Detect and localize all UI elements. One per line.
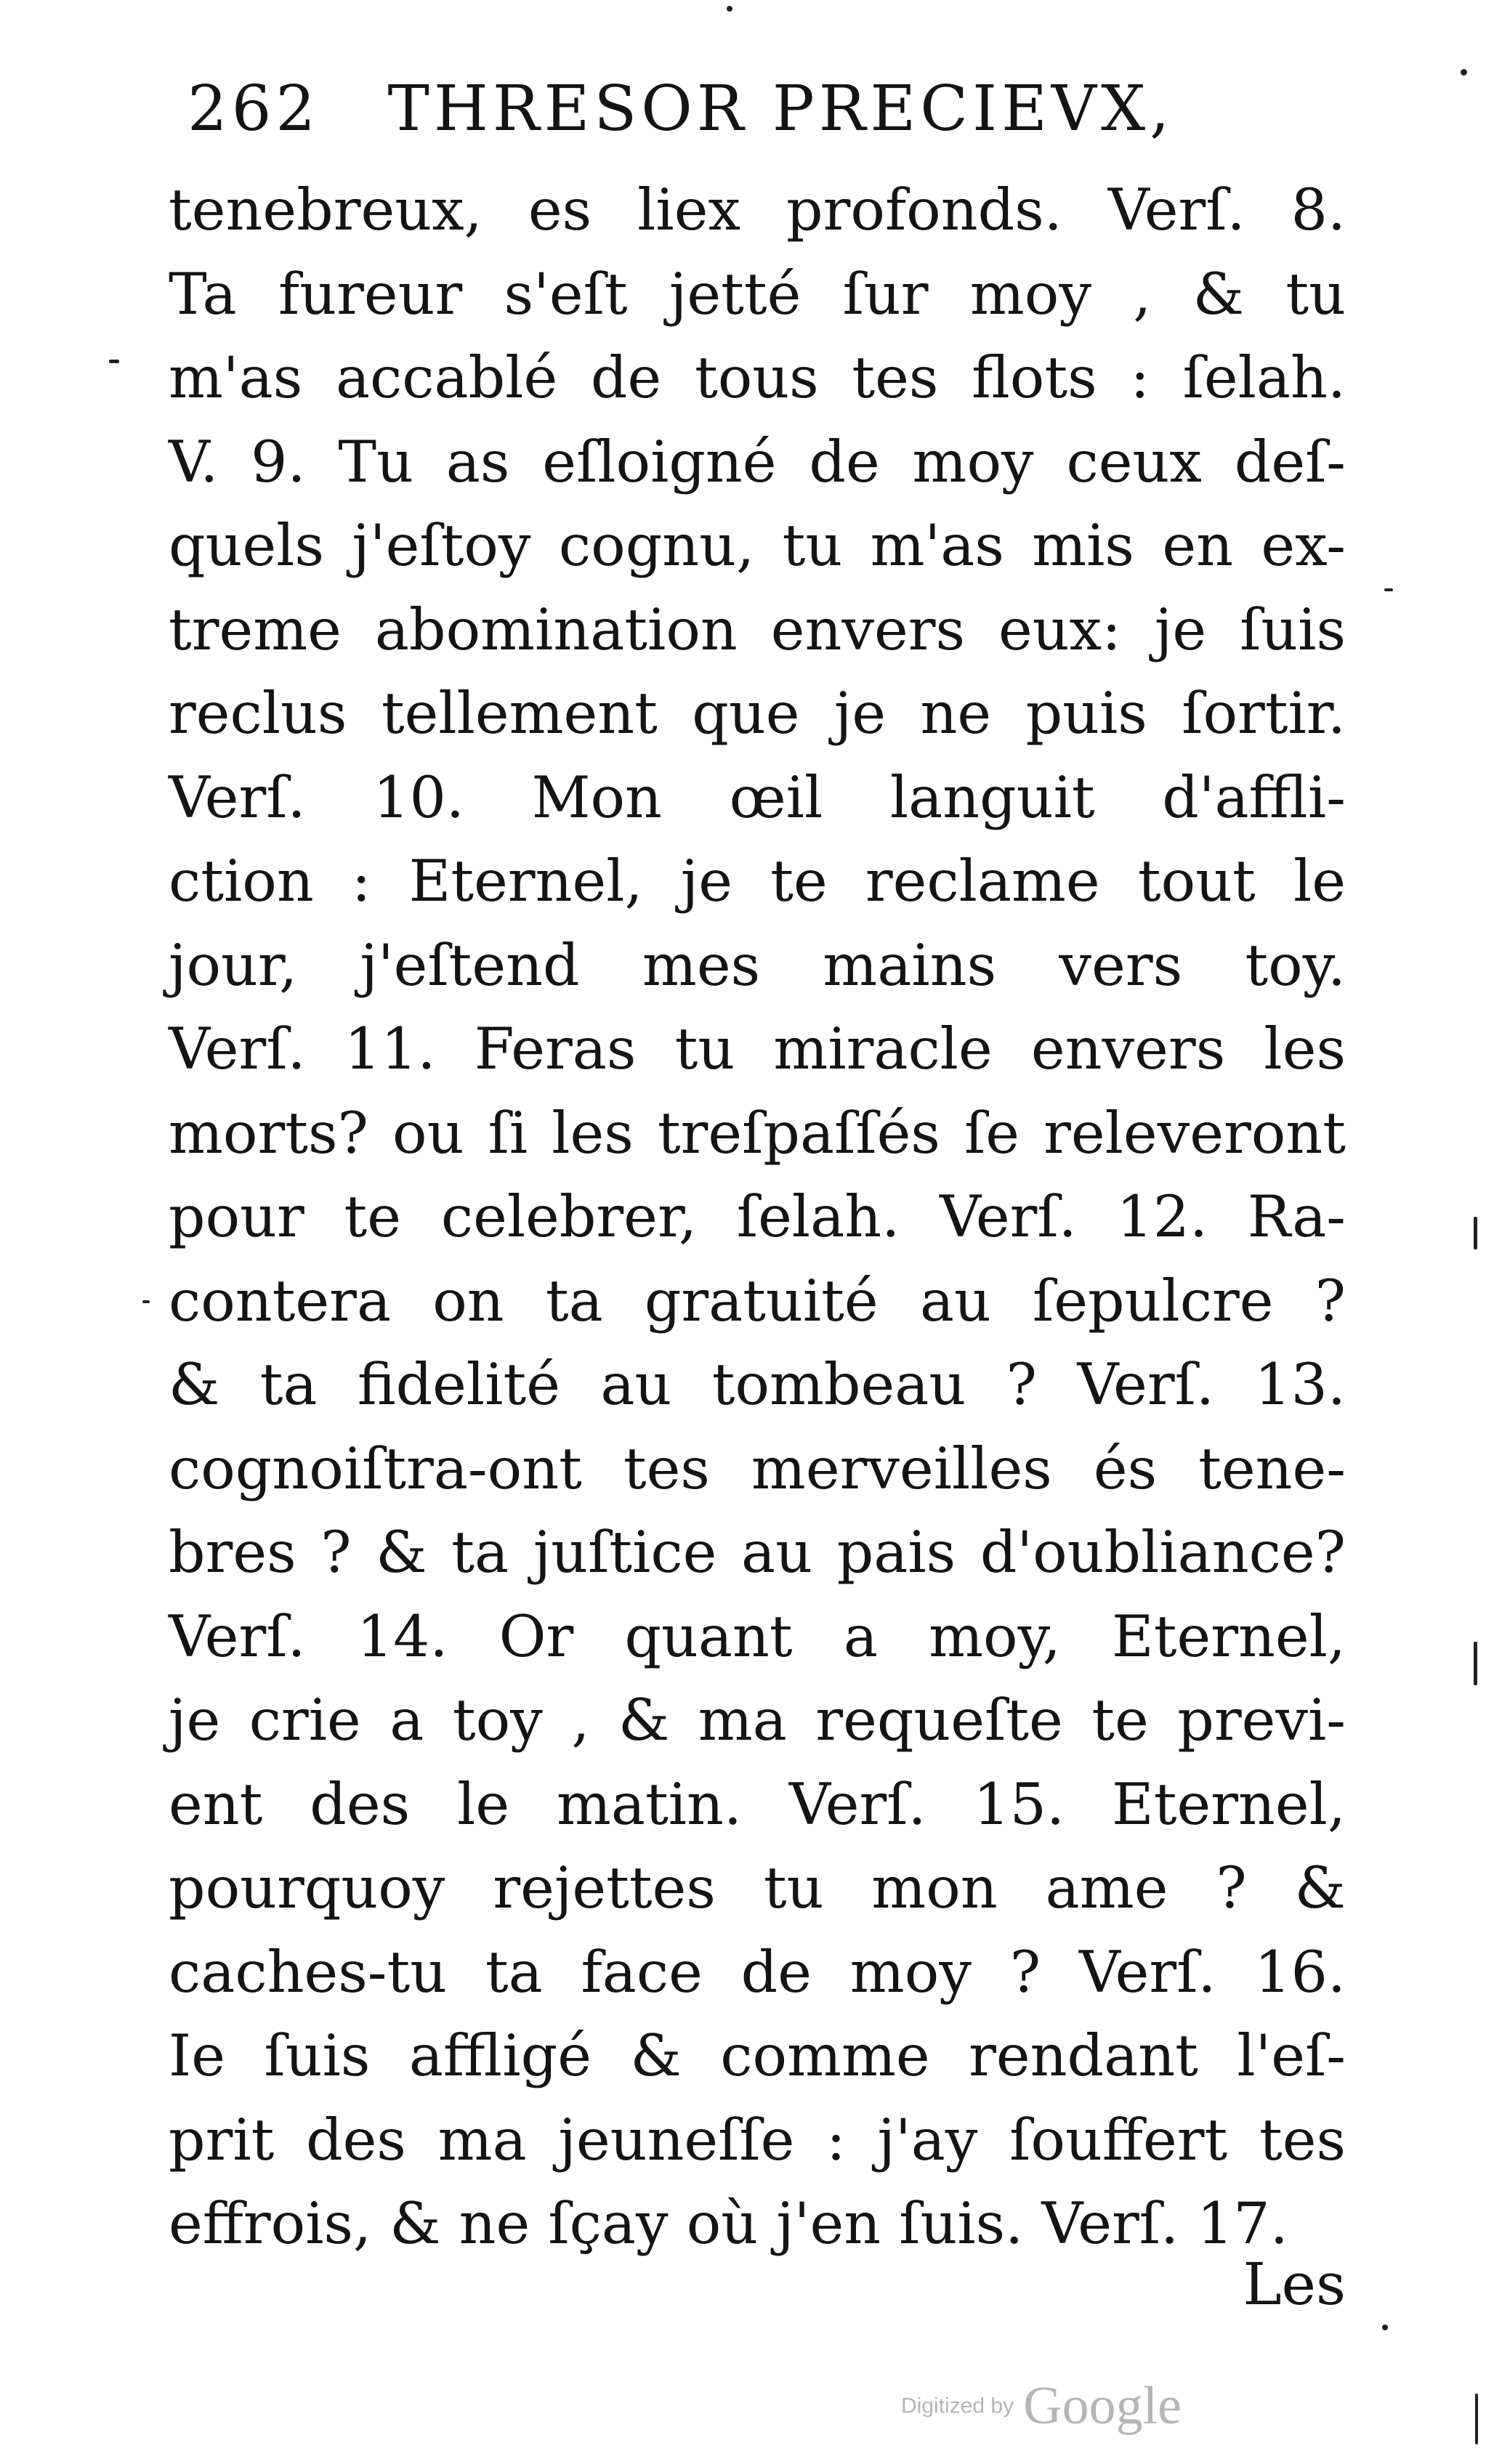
text-line: jour, j'eſtend mes mains vers toy. xyxy=(169,931,1346,999)
text-line: Ie ſuis affligé & comme rendant l'eſ- xyxy=(169,2022,1346,2089)
text-line: tenebreux, es liex profonds. Verſ. 8. xyxy=(169,177,1346,243)
text-line: morts? ou ſi les treſpaſſés ſe releveront xyxy=(169,1099,1346,1167)
text-line: ction : Eternel, je te reclame tout le xyxy=(169,848,1346,915)
text-line: reclus tellement que je ne puis ſortir. xyxy=(169,680,1346,747)
page-number: 262 xyxy=(187,73,320,145)
text-line: je crie a toy , & ma requeſte te previ- xyxy=(169,1687,1346,1754)
text-line: contera on ta gratuité au ſepulcre ? xyxy=(169,1267,1346,1334)
scan-speck xyxy=(727,6,732,12)
text-line: effrois, & ne ſçay où j'en ſuis. Verſ. 17. xyxy=(169,2190,1288,2257)
digitization-watermark xyxy=(901,2375,1264,2437)
scan-speck xyxy=(1461,69,1467,76)
body-text xyxy=(169,169,1346,2266)
scan-speck xyxy=(109,360,119,363)
text-line: Verſ. 10. Mon œil languit d'affli- xyxy=(169,763,1346,831)
scan-speck xyxy=(1474,1642,1477,1685)
text-line: Verſ. 11. Feras tu miracle envers les xyxy=(169,1016,1346,1082)
text-line: ent des le matin. Verſ. 15. Eternel, xyxy=(169,1770,1346,1838)
text-line: treme abomination envers eux: je ſuis xyxy=(169,596,1346,663)
digitized-by-label: Digitized by xyxy=(901,2394,1014,2418)
text-line: V. 9. Tu as eſloigné de moy ceux deſ- xyxy=(169,428,1346,495)
text-line: prit des ma jeuneſſe : j'ay ſouffert tes xyxy=(169,2106,1346,2173)
text-line: caches-tu ta face de moy ? Verſ. 16. xyxy=(169,1938,1346,2006)
text-line: m'as accablé de tous tes flots : ſelah. xyxy=(169,344,1346,411)
text-line: bres ? & ta juſtice au pais d'oubliance? xyxy=(169,1519,1346,1586)
catchword: Les xyxy=(1243,2250,1346,2318)
text-line: pour te celebrer, ſelah. Verſ. 12. Ra- xyxy=(169,1183,1346,1250)
google-wordmark: Google xyxy=(1023,2376,1182,2436)
running-title: THRESOR PRECIEVX, xyxy=(387,73,1174,145)
running-header xyxy=(187,73,1350,167)
scan-speck xyxy=(142,1300,150,1303)
scan-speck xyxy=(1474,1217,1477,1249)
text-line: cognoiſtra-ont tes merveilles és tene- xyxy=(169,1435,1346,1502)
text-line: quels j'eſtoy cognu, tu m'as mis en ex- xyxy=(169,512,1346,579)
text-line: & ta fidelité au tombeau ? Verſ. 13. xyxy=(169,1351,1346,1418)
text-line: pourquoy rejettes tu mon ame ? & xyxy=(169,1855,1346,1921)
scan-speck xyxy=(1475,2394,1478,2444)
text-line: Ta fureur s'eſt jetté ſur moy , & tu xyxy=(169,260,1346,328)
scan-speck xyxy=(1384,588,1393,591)
scan-speck xyxy=(1382,2325,1388,2330)
text-line: Verſ. 14. Or quant a moy, Eternel, xyxy=(169,1602,1346,1670)
